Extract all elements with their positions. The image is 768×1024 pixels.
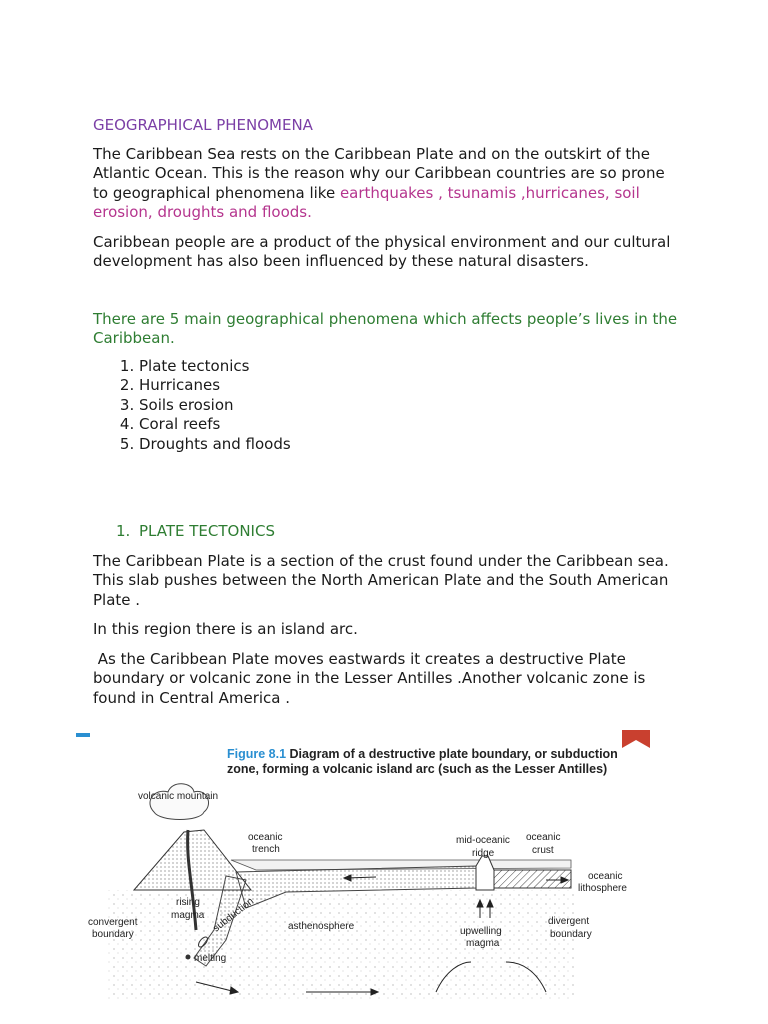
paragraph-people: Caribbean people are a product of the physical environment and our cultural development has also been influenced by these natural disasters. xyxy=(93,232,671,270)
label-oceanic-crust: crust xyxy=(532,845,554,856)
label-oceanic-crust: oceanic xyxy=(526,832,561,843)
label-mid-ocean-ridge: ridge xyxy=(472,848,495,859)
list-item: 4. Coral reefs xyxy=(139,415,683,435)
label-oceanic-trench: oceanic xyxy=(248,832,283,843)
page-heading: GEOGRAPHICAL PHENOMENA xyxy=(93,116,313,134)
label-divergent-boundary: boundary xyxy=(550,929,592,940)
document-body xyxy=(93,116,683,718)
oceanic-crust-right xyxy=(494,870,571,888)
section-title: PLATE TECTONICS xyxy=(139,522,275,540)
list-item: 2. Hurricanes xyxy=(139,376,683,396)
label-rising-magma: rising xyxy=(176,897,200,908)
label-volcanic-mountain: volcanic mountain xyxy=(138,791,219,802)
label-upwelling-magma: upwelling xyxy=(460,926,502,937)
figure-number: Figure 8.1 xyxy=(227,747,287,761)
label-convergent-boundary: boundary xyxy=(92,929,134,940)
phenomena-highlight: earthquakes , tsunamis ,hurricanes, soil erosion, droughts and floods. xyxy=(93,183,640,221)
section-number: 1. xyxy=(116,522,131,540)
label-upwelling-magma: magma xyxy=(466,938,500,949)
paragraph-volcanic: As the Caribbean Plate moves eastwards it creates a destructive Plate boundary or volcanic zone in the Lesser Antilles .Another volcanic zone is found in Central America . xyxy=(93,649,651,707)
label-convergent-boundary: convergent xyxy=(88,917,138,928)
label-subduction: subduction xyxy=(211,895,256,935)
phenomena-list xyxy=(93,357,683,455)
paragraph-plate: The Caribbean Plate is a section of the crust found under the Caribbean sea. This slab pushes between the North American Plate and the South American Plate . xyxy=(93,551,669,609)
figure-title: Diagram of a destructive plate boundary, or subduction zone, forming a volcanic island arc (such as the Lesser Antilles) xyxy=(227,747,618,776)
label-rising-magma: magma xyxy=(171,910,205,921)
phenomena-intro: There are 5 main geographical phenomena which affects people’s lives in the Caribbean. xyxy=(93,309,678,347)
list-item: 3. Soils erosion xyxy=(139,396,683,416)
label-divergent-boundary: divergent xyxy=(548,916,590,927)
paragraph-intro-text: The Caribbean Sea rests on the Caribbean Plate and on the outskirt of the Atlantic Ocean. This is the reason why our Caribbean countries are so prone to geographical phenomena like xyxy=(93,144,665,202)
label-oceanic-lithosphere: oceanic xyxy=(588,871,623,882)
figure-subduction xyxy=(76,730,656,1024)
label-oceanic-trench: trench xyxy=(252,844,280,855)
label-mid-ocean-ridge: mid-oceanic xyxy=(456,835,510,846)
section-heading xyxy=(93,522,683,542)
label-oceanic-lithosphere: lithosphere xyxy=(578,883,627,894)
list-item: 5. Droughts and floods xyxy=(139,435,683,455)
subduction-diagram xyxy=(76,730,656,1024)
paragraph-intro xyxy=(93,145,683,223)
list-item: 1. Plate tectonics xyxy=(139,357,683,377)
label-asthenosphere: asthenosphere xyxy=(288,921,355,932)
label-melting: melting xyxy=(194,953,227,964)
paragraph-arc: In this region there is an island arc. xyxy=(93,620,358,638)
